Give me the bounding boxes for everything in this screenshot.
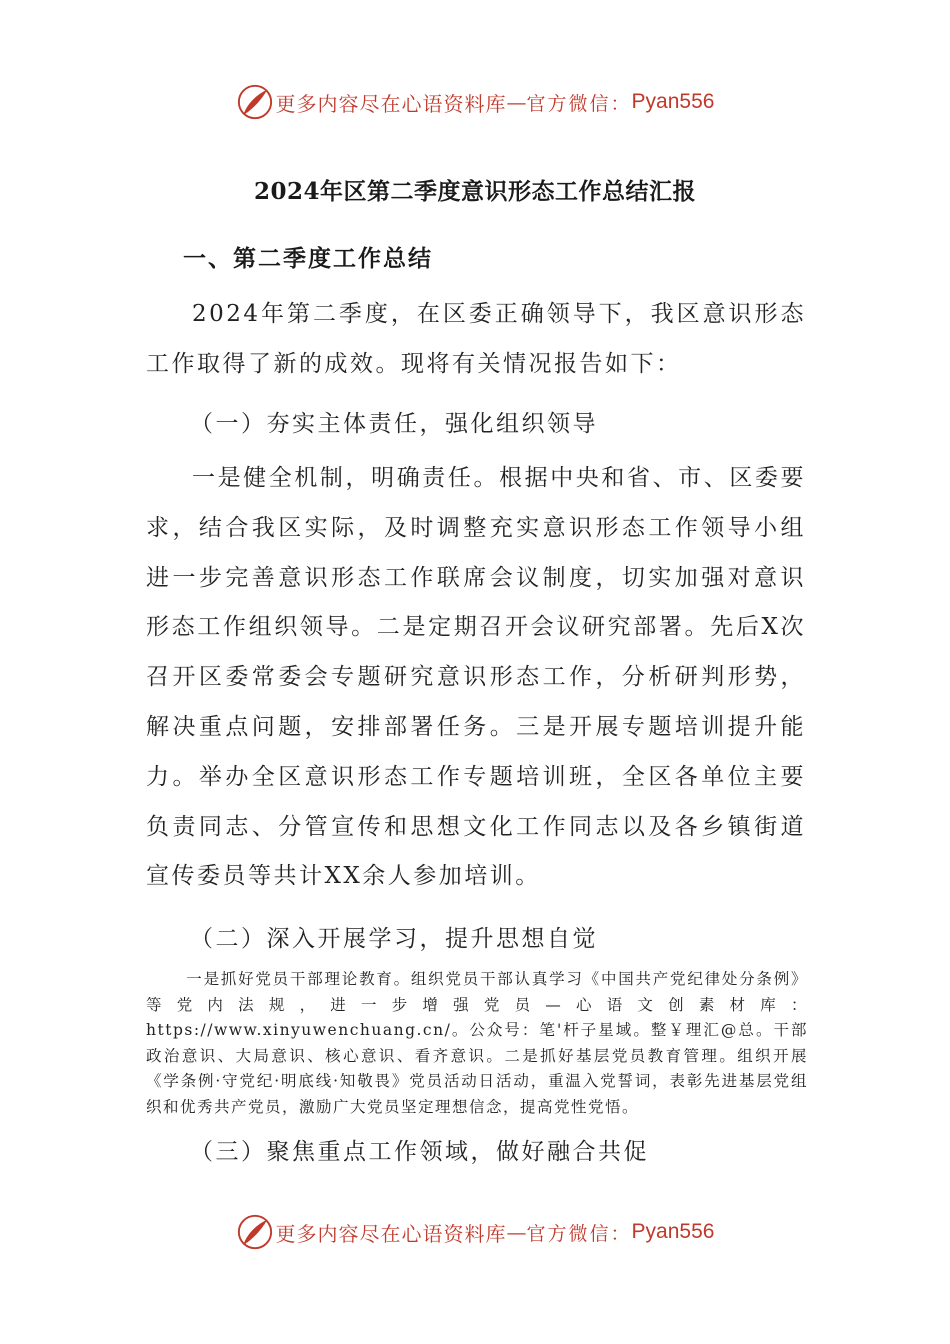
watermark-brand: 更多内容尽在心语资料库 <box>275 1221 507 1246</box>
watermark-wechat-label: 官方微信： <box>526 92 632 115</box>
subsection2-paragraph: 一是抓好党员干部理论教育。组织党员干部认真学习《中国共产党纪律处分条例》等党内法规，进一步增强党员—心语文创素材库：https://www.xinyuwenchuang.cn/。公众号：笔'杆子星域。整￥理汇@总。干部政治意识、大局意识、核心意识、看齐意识。二是抓好基层党员教育管理。组织开展《学条例·守党纪·明底线·知敬畏》党员活动日活动，重温入党誓词，表彰先进基层党组织和优秀共产党员，激励广大党员坚定理想信念，提高党性党悟。 <box>146 970 808 1116</box>
section1-heading: 一、第二季度工作总结 <box>183 245 433 272</box>
subsection2-heading: （二）深入开展学习，提升思想自觉 <box>190 926 598 952</box>
subsection1-paragraph: 一是健全机制，明确责任。根据中央和省、市、区委要求，结合我区实际，及时调整充实意识形态工作领导小组进一步完善意识形态工作联席会议制度，切实加强对意识形态工作组织领导。二是定期召开会议研究部署。先后X次召开区委常委会专题研究意识形态工作，分析研判形势，解决重点问题，安排部署任务。三是开展专题培训提升能力。举办全区意识形态工作专题培训班，全区各单位主要负责同志、分管宣传和思想文化工作同志以及各乡镇街道宣传委员等共计XX余人参加培训。 <box>146 465 806 890</box>
watermark-wechat-id: Pyan556 <box>631 1220 715 1243</box>
watermark-wechat-label: 官方微信： <box>526 1222 632 1245</box>
subsection3-heading: （三）聚焦重点工作领域，做好融合共促 <box>190 1139 649 1165</box>
watermark-separator: — <box>506 90 527 114</box>
quill-pen-logo-icon <box>236 1213 274 1251</box>
watermark-banner-bottom <box>0 1210 950 1254</box>
document-title: 2024年区第二季度意识形态工作总结汇报 <box>253 178 696 205</box>
watermark-wechat-id: Pyan556 <box>631 90 715 113</box>
watermark-banner-top <box>0 80 950 124</box>
watermark-separator: — <box>506 1220 527 1244</box>
intro-paragraph: 2024年第二季度，在区委正确领导下，我区意识形态工作取得了新的成效。现将有关情况报告如下： <box>146 301 806 377</box>
watermark-brand: 更多内容尽在心语资料库 <box>275 91 507 116</box>
quill-pen-logo-icon <box>236 83 274 121</box>
subsection1-heading: （一）夯实主体责任，强化组织领导 <box>190 411 598 437</box>
